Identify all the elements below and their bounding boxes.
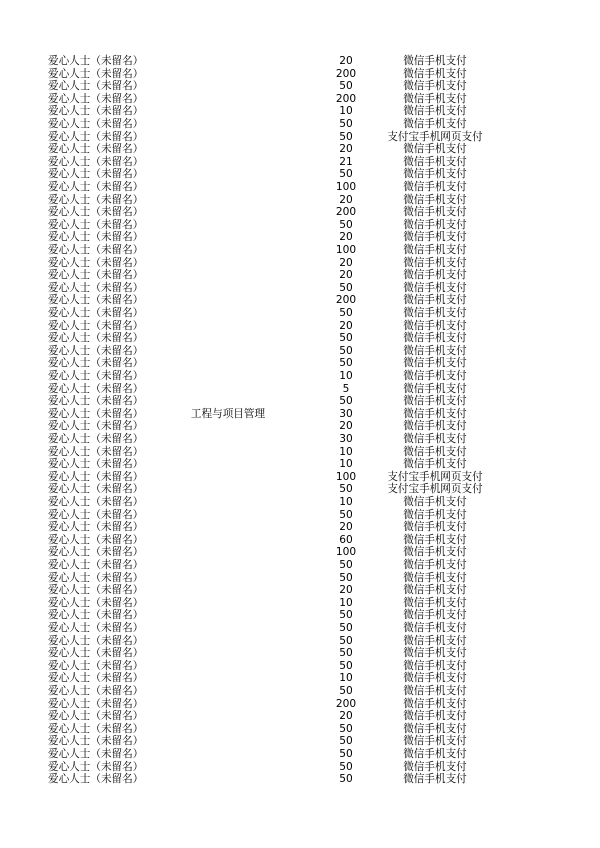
- payment-method-cell: 微信手机支付: [403, 496, 467, 508]
- donor-cell: 爱心人士（未留名）: [48, 206, 144, 219]
- payment-method-cell: 微信手机支付: [403, 735, 467, 748]
- amount-cell: 200: [335, 294, 357, 307]
- table-row: [0, 748, 600, 761]
- payment-method-cell: 微信手机支付: [403, 344, 467, 357]
- amount-cell: 100: [335, 244, 357, 256]
- payment-method-cell: 支付宝手机网页支付: [387, 470, 483, 483]
- donor-cell: 爱心人士（未留名）: [48, 735, 144, 748]
- amount-cell: 100: [335, 470, 357, 483]
- table-row: [0, 320, 600, 333]
- amount-cell: 30: [339, 407, 353, 420]
- donor-cell: 爱心人士（未留名）: [48, 130, 144, 143]
- table-row: [0, 471, 600, 484]
- donor-cell: 爱心人士（未留名）: [48, 433, 144, 445]
- donor-cell: 爱心人士（未留名）: [48, 596, 144, 609]
- payment-method-cell: 微信手机支付: [403, 458, 467, 471]
- payment-method-cell: 微信手机支付: [403, 697, 467, 710]
- table-row: [0, 723, 600, 736]
- payment-method-cell: 微信手机支付: [403, 231, 467, 244]
- amount-cell: 10: [339, 496, 353, 508]
- amount-cell: 50: [339, 344, 353, 357]
- table-row: [0, 93, 600, 106]
- amount-cell: 50: [339, 168, 353, 181]
- amount-cell: 20: [339, 584, 353, 597]
- payment-method-cell: 支付宝手机网页支付: [387, 483, 483, 496]
- payment-method-cell: 微信手机支付: [403, 571, 467, 584]
- payment-method-cell: 微信手机支付: [403, 80, 467, 93]
- amount-cell: 100: [335, 181, 357, 193]
- donor-cell: 爱心人士（未留名）: [48, 80, 144, 93]
- donor-cell: 爱心人士（未留名）: [48, 634, 144, 647]
- donor-cell: 爱心人士（未留名）: [48, 382, 144, 395]
- donor-cell: 爱心人士（未留名）: [48, 143, 144, 156]
- payment-method-cell: 微信手机支付: [403, 244, 467, 256]
- payment-method-cell: 微信手机支付: [403, 609, 467, 622]
- amount-cell: 50: [339, 647, 353, 660]
- table-row: [0, 420, 600, 433]
- amount-cell: 20: [339, 55, 353, 67]
- table-row: [0, 458, 600, 471]
- payment-method-cell: 微信手机支付: [403, 168, 467, 181]
- table-row: [0, 496, 600, 509]
- amount-cell: 20: [339, 143, 353, 156]
- amount-cell: 50: [339, 508, 353, 521]
- amount-cell: 50: [339, 634, 353, 647]
- donor-cell: 爱心人士（未留名）: [48, 697, 144, 710]
- amount-cell: 100: [335, 546, 357, 559]
- donor-cell: 爱心人士（未留名）: [48, 256, 144, 269]
- donor-cell: 爱心人士（未留名）: [48, 773, 144, 786]
- amount-cell: 200: [335, 92, 357, 105]
- table-row: [0, 68, 600, 81]
- amount-cell: 50: [339, 773, 353, 786]
- payment-method-cell: 微信手机支付: [403, 407, 467, 420]
- payment-method-cell: 微信手机支付: [403, 634, 467, 647]
- donor-cell: 爱心人士（未留名）: [48, 244, 144, 256]
- payment-method-cell: 微信手机支付: [403, 395, 467, 408]
- table-row: [0, 332, 600, 345]
- table-row: [0, 143, 600, 156]
- note-cell: 工程与项目管理: [190, 407, 266, 420]
- payment-method-cell: 微信手机支付: [403, 748, 467, 760]
- payment-method-cell: 微信手机支付: [403, 155, 467, 168]
- donor-cell: 爱心人士（未留名）: [48, 496, 144, 508]
- payment-method-cell: 微信手机支付: [403, 143, 467, 156]
- table-row: [0, 635, 600, 648]
- donor-cell: 爱心人士（未留名）: [48, 281, 144, 294]
- table-row: [0, 282, 600, 295]
- amount-cell: 50: [339, 118, 353, 130]
- table-row: [0, 534, 600, 547]
- payment-method-cell: 微信手机支付: [403, 672, 467, 685]
- amount-cell: 50: [339, 559, 353, 571]
- payment-method-cell: 微信手机支付: [403, 596, 467, 609]
- table-row: [0, 446, 600, 459]
- table-row: [0, 194, 600, 207]
- table-row: [0, 244, 600, 257]
- table-row: [0, 483, 600, 496]
- amount-cell: 200: [335, 697, 357, 710]
- payment-method-cell: 微信手机支付: [403, 584, 467, 597]
- table-row: [0, 433, 600, 446]
- payment-method-cell: 微信手机支付: [403, 319, 467, 332]
- donor-cell: 爱心人士（未留名）: [48, 105, 144, 118]
- payment-method-cell: 微信手机支付: [403, 647, 467, 660]
- amount-cell: 50: [339, 735, 353, 748]
- amount-cell: 20: [339, 256, 353, 269]
- donor-cell: 爱心人士（未留名）: [48, 193, 144, 206]
- payment-method-cell: 微信手机支付: [403, 105, 467, 118]
- donor-cell: 爱心人士（未留名）: [48, 370, 144, 382]
- payment-method-cell: 微信手机支付: [403, 710, 467, 723]
- payment-method-cell: 微信手机支付: [403, 370, 467, 382]
- donor-cell: 爱心人士（未留名）: [48, 155, 144, 168]
- donor-cell: 爱心人士（未留名）: [48, 181, 144, 193]
- donor-cell: 爱心人士（未留名）: [48, 659, 144, 672]
- amount-cell: 5: [342, 382, 350, 395]
- donor-cell: 爱心人士（未留名）: [48, 407, 144, 420]
- donor-cell: 爱心人士（未留名）: [48, 269, 144, 282]
- table-row: [0, 231, 600, 244]
- donor-cell: 爱心人士（未留名）: [48, 168, 144, 181]
- donor-cell: 爱心人士（未留名）: [48, 67, 144, 80]
- payment-method-cell: 微信手机支付: [403, 445, 467, 458]
- payment-method-cell: 微信手机支付: [403, 420, 467, 433]
- donor-cell: 爱心人士（未留名）: [48, 319, 144, 332]
- amount-cell: 200: [335, 206, 357, 219]
- table-row: [0, 383, 600, 396]
- donor-cell: 爱心人士（未留名）: [48, 357, 144, 370]
- table-row: [0, 219, 600, 232]
- amount-cell: 200: [335, 67, 357, 80]
- payment-method-cell: 微信手机支付: [403, 357, 467, 370]
- payment-method-cell: 微信手机支付: [403, 181, 467, 193]
- payment-method-cell: 微信手机支付: [403, 307, 467, 319]
- donor-cell: 爱心人士（未留名）: [48, 722, 144, 735]
- donor-cell: 爱心人士（未留名）: [48, 609, 144, 622]
- payment-method-cell: 微信手机支付: [403, 559, 467, 571]
- amount-cell: 50: [339, 357, 353, 370]
- payment-method-cell: 微信手机支付: [403, 294, 467, 307]
- table-row: [0, 609, 600, 622]
- table-row: [0, 181, 600, 194]
- donor-cell: 爱心人士（未留名）: [48, 584, 144, 597]
- amount-cell: 20: [339, 420, 353, 433]
- amount-cell: 20: [339, 231, 353, 244]
- payment-method-cell: 微信手机支付: [403, 281, 467, 294]
- amount-cell: 21: [339, 155, 353, 168]
- payment-method-cell: 微信手机支付: [403, 533, 467, 546]
- amount-cell: 60: [339, 533, 353, 546]
- table-row: [0, 395, 600, 408]
- payment-method-cell: 微信手机支付: [403, 118, 467, 130]
- donor-cell: 爱心人士（未留名）: [48, 559, 144, 571]
- donor-cell: 爱心人士（未留名）: [48, 748, 144, 760]
- table-row: [0, 584, 600, 597]
- table-row: [0, 597, 600, 610]
- payment-method-cell: 微信手机支付: [403, 685, 467, 697]
- table-row: [0, 269, 600, 282]
- table-row: [0, 735, 600, 748]
- donor-cell: 爱心人士（未留名）: [48, 710, 144, 723]
- amount-cell: 10: [339, 370, 353, 382]
- payment-method-cell: 微信手机支付: [403, 67, 467, 80]
- donor-cell: 爱心人士（未留名）: [48, 344, 144, 357]
- amount-cell: 20: [339, 319, 353, 332]
- table-row: [0, 156, 600, 169]
- donor-cell: 爱心人士（未留名）: [48, 92, 144, 105]
- donor-cell: 爱心人士（未留名）: [48, 332, 144, 345]
- amount-cell: 10: [339, 105, 353, 118]
- amount-cell: 50: [339, 130, 353, 143]
- payment-method-cell: 微信手机支付: [403, 722, 467, 735]
- table-row: [0, 773, 600, 786]
- donor-cell: 爱心人士（未留名）: [48, 533, 144, 546]
- table-row: [0, 80, 600, 93]
- amount-cell: 20: [339, 710, 353, 723]
- donor-cell: 爱心人士（未留名）: [48, 483, 144, 496]
- table-row: [0, 761, 600, 774]
- amount-cell: 10: [339, 458, 353, 471]
- table-row: [0, 572, 600, 585]
- payment-method-cell: 微信手机支付: [403, 206, 467, 219]
- donor-cell: 爱心人士（未留名）: [48, 622, 144, 634]
- amount-cell: 50: [339, 307, 353, 319]
- amount-cell: 10: [339, 596, 353, 609]
- table-row: [0, 131, 600, 144]
- table-row: [0, 546, 600, 559]
- payment-method-cell: 支付宝手机网页支付: [387, 130, 483, 143]
- payment-method-cell: 微信手机支付: [403, 521, 467, 534]
- amount-cell: 20: [339, 521, 353, 534]
- donor-cell: 爱心人士（未留名）: [48, 55, 144, 67]
- donor-cell: 爱心人士（未留名）: [48, 521, 144, 534]
- donor-cell: 爱心人士（未留名）: [48, 470, 144, 483]
- table-row: [0, 521, 600, 534]
- amount-cell: 50: [339, 281, 353, 294]
- amount-cell: 50: [339, 685, 353, 697]
- payment-method-cell: 微信手机支付: [403, 773, 467, 786]
- payment-method-cell: 微信手机支付: [403, 256, 467, 269]
- amount-cell: 50: [339, 722, 353, 735]
- amount-cell: 50: [339, 218, 353, 231]
- table-row: [0, 206, 600, 219]
- table-row: [0, 647, 600, 660]
- payment-method-cell: 微信手机支付: [403, 508, 467, 521]
- donor-cell: 爱心人士（未留名）: [48, 672, 144, 685]
- donor-cell: 爱心人士（未留名）: [48, 647, 144, 660]
- amount-cell: 50: [339, 571, 353, 584]
- payment-method-cell: 微信手机支付: [403, 218, 467, 231]
- donor-cell: 爱心人士（未留名）: [48, 395, 144, 408]
- table-row: [0, 257, 600, 270]
- donor-cell: 爱心人士（未留名）: [48, 218, 144, 231]
- table-row: [0, 118, 600, 131]
- payment-method-cell: 微信手机支付: [403, 760, 467, 773]
- table-row: [0, 370, 600, 383]
- payment-method-cell: 微信手机支付: [403, 433, 467, 445]
- amount-cell: 50: [339, 483, 353, 496]
- table-row: [0, 685, 600, 698]
- donor-cell: 爱心人士（未留名）: [48, 760, 144, 773]
- table-row: [0, 672, 600, 685]
- amount-cell: 50: [339, 659, 353, 672]
- donor-cell: 爱心人士（未留名）: [48, 458, 144, 471]
- payment-method-cell: 微信手机支付: [403, 546, 467, 559]
- amount-cell: 50: [339, 332, 353, 345]
- donor-cell: 爱心人士（未留名）: [48, 307, 144, 319]
- amount-cell: 50: [339, 395, 353, 408]
- table-row: [0, 105, 600, 118]
- amount-cell: 20: [339, 193, 353, 206]
- amount-cell: 50: [339, 80, 353, 93]
- table-row: [0, 622, 600, 635]
- table-row: [0, 307, 600, 320]
- table-row: [0, 710, 600, 723]
- donor-cell: 爱心人士（未留名）: [48, 420, 144, 433]
- donor-cell: 爱心人士（未留名）: [48, 118, 144, 130]
- table-row: [0, 345, 600, 358]
- donor-cell: 爱心人士（未留名）: [48, 685, 144, 697]
- donor-cell: 爱心人士（未留名）: [48, 546, 144, 559]
- table-row: [0, 509, 600, 522]
- amount-cell: 50: [339, 622, 353, 634]
- amount-cell: 50: [339, 748, 353, 760]
- payment-method-cell: 微信手机支付: [403, 55, 467, 67]
- table-row: [0, 55, 600, 68]
- payment-method-cell: 微信手机支付: [403, 269, 467, 282]
- amount-cell: 50: [339, 760, 353, 773]
- payment-method-cell: 微信手机支付: [403, 332, 467, 345]
- amount-cell: 10: [339, 672, 353, 685]
- amount-cell: 30: [339, 433, 353, 445]
- donor-cell: 爱心人士（未留名）: [48, 571, 144, 584]
- table-row: [0, 168, 600, 181]
- payment-method-cell: 微信手机支付: [403, 193, 467, 206]
- payment-method-cell: 微信手机支付: [403, 92, 467, 105]
- table-row: [0, 357, 600, 370]
- amount-cell: 50: [339, 609, 353, 622]
- amount-cell: 10: [339, 445, 353, 458]
- donor-cell: 爱心人士（未留名）: [48, 445, 144, 458]
- donor-cell: 爱心人士（未留名）: [48, 231, 144, 244]
- donor-cell: 爱心人士（未留名）: [48, 508, 144, 521]
- table-row: [0, 559, 600, 572]
- payment-method-cell: 微信手机支付: [403, 659, 467, 672]
- donor-cell: 爱心人士（未留名）: [48, 294, 144, 307]
- table-row: [0, 698, 600, 711]
- amount-cell: 20: [339, 269, 353, 282]
- payment-method-cell: 微信手机支付: [403, 622, 467, 634]
- table-row: [0, 294, 600, 307]
- payment-method-cell: 微信手机支付: [403, 382, 467, 395]
- table-row: [0, 660, 600, 673]
- table-row: [0, 408, 600, 421]
